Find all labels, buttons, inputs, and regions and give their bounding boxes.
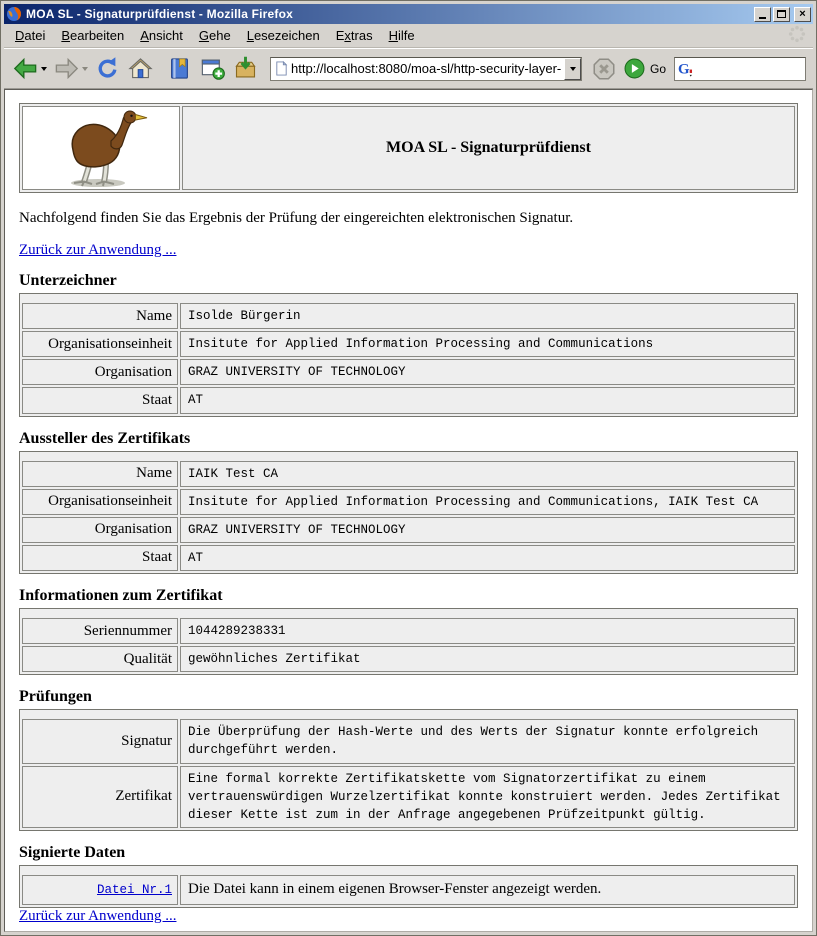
table-row [22,489,795,515]
section-heading-pruefungen: Prüfungen [19,688,92,706]
table-row [22,875,795,905]
back-dropdown-icon[interactable] [41,67,47,71]
new-window-button[interactable] [196,52,229,86]
reload-button[interactable] [91,52,124,86]
minimize-icon [759,17,766,19]
table-row [22,461,795,487]
go-label: Go [649,61,666,76]
menu-hilfe[interactable]: Hilfe [388,28,415,43]
menu-extras[interactable]: Extras [335,28,373,43]
table-signierte-daten [19,865,798,908]
close-icon: × [799,7,806,20]
stop-button[interactable] [588,52,620,86]
row-label: Organisation [22,359,178,385]
row-value: GRAZ UNIVERSITY OF TECHNOLOGY [180,359,795,385]
svg-text:G: G [678,61,690,77]
row-label [22,875,178,905]
row-label: Organisationseinheit [22,489,178,515]
google-logo-icon[interactable] [678,60,695,77]
row-label: Signatur [22,719,178,763]
title-bar[interactable] [4,4,813,24]
home-icon [127,55,154,82]
moa-bird-logo [22,106,180,190]
page-banner [19,103,798,193]
row-value: Die Datei kann in einem eigenen Browser-Fenster angezeigt werden. [180,875,795,905]
table-row [22,545,795,571]
table-aussteller [19,451,798,575]
row-value: 1044289238331 [180,618,795,644]
section-heading-zertifikat-info: Informationen zum Zertifikat [19,587,223,604]
section-heading-aussteller: Aussteller des Zertifikats [19,429,191,447]
row-value: gewöhnliches Zertifikat [180,646,795,672]
row-label: Organisationseinheit [22,331,178,357]
menu-datei[interactable]: Datei [15,28,46,43]
menu-bar [4,24,813,48]
back-to-application-link-top[interactable]: Zurück zur Anwendung ... [19,242,177,258]
window-title: MOA SL - Signaturprüfdienst - Mozilla Firefox [26,7,294,21]
firefox-icon [6,6,22,22]
downloads-button[interactable] [229,52,262,86]
close-button[interactable] [794,7,811,22]
table-unterzeichner [19,293,798,417]
row-value: Isolde Bürgerin [180,303,795,329]
throbber-icon [788,25,806,46]
home-button[interactable] [124,52,157,86]
downloads-icon [232,55,259,82]
bookmarks-button[interactable] [163,52,196,86]
table-row [22,646,795,672]
table-row [22,387,795,413]
url-input[interactable] [289,61,564,76]
forward-icon [53,55,80,82]
row-value: IAIK Test CA [180,461,795,487]
row-label: Qualität [22,646,178,672]
row-value: AT [180,545,795,571]
browser-viewport [4,89,813,932]
table-row [22,303,795,329]
row-value: Insitute for Applied Information Processing and Communications, IAIK Test CA [180,489,795,515]
bookmarks-icon [166,55,193,82]
back-button[interactable] [9,52,50,86]
go-button[interactable] [624,58,666,79]
intro-text: Nachfolgend finden Sie das Ergebnis der Prüfung der eingereichten elektronischen Signatur. [19,210,574,226]
row-label: Seriennummer [22,618,178,644]
menu-ansicht[interactable]: Ansicht [140,28,183,43]
table-row [22,359,795,385]
table-row [22,766,795,828]
chevron-down-icon [570,67,576,71]
new-window-icon [199,55,226,82]
section-heading-unterzeichner: Unterzeichner [19,272,117,289]
menu-gehe[interactable]: Gehe [198,28,231,43]
row-label: Staat [22,545,178,571]
row-value: GRAZ UNIVERSITY OF TECHNOLOGY [180,517,795,543]
url-dropdown-button[interactable] [564,58,581,80]
row-value: Insitute for Applied Information Processing and Communications [180,331,795,357]
back-to-application-link-bottom[interactable]: Zurück zur Anwendung ... [19,907,177,924]
row-label: Name [22,461,178,487]
page-icon [274,61,289,76]
forward-button[interactable] [50,52,91,86]
row-value: AT [180,387,795,413]
table-row [22,618,795,644]
row-label: Staat [22,387,178,413]
maximize-icon [777,10,786,18]
menu-bearbeiten[interactable]: Bearbeiten [61,28,125,43]
url-bar [270,57,582,81]
row-label: Zertifikat [22,766,178,828]
forward-dropdown-icon[interactable] [82,67,88,71]
menu-lesezeichen[interactable]: Lesezeichen [246,28,320,43]
maximize-button[interactable] [773,7,790,22]
table-row [22,517,795,543]
row-value: Die Überprüfung der Hash-Werte und des Werts der Signatur konnte erfolgreich durchgeführt werden. [180,719,795,763]
back-icon [12,55,39,82]
table-row [22,331,795,357]
row-label: Organisation [22,517,178,543]
navigation-toolbar [4,48,813,89]
minimize-button[interactable] [754,7,771,22]
page-title: MOA SL - Signaturprüfdienst [182,106,795,190]
table-pruefungen [19,709,798,831]
search-input[interactable] [695,60,805,77]
table-zertifikat-info [19,608,798,675]
search-box [674,57,806,81]
reload-icon [94,55,121,82]
stop-icon [591,56,617,82]
table-row [22,719,795,763]
go-icon [624,58,645,79]
section-heading-signierte-daten: Signierte Daten [19,843,126,861]
row-label: Name [22,303,178,329]
row-value: Eine formal korrekte Zertifikatskette vom Signatorzertifikat zu einem vertrauenswürdigen Wurzelzertifikat konnte konstruiert werden. Jedes Zertifikat dieser Kette ist zum in der Anfrage angegebenen Prüfzeitpunkt gültig. [180,766,795,828]
datei-nr1-link[interactable]: Datei Nr.1 [96,882,172,897]
